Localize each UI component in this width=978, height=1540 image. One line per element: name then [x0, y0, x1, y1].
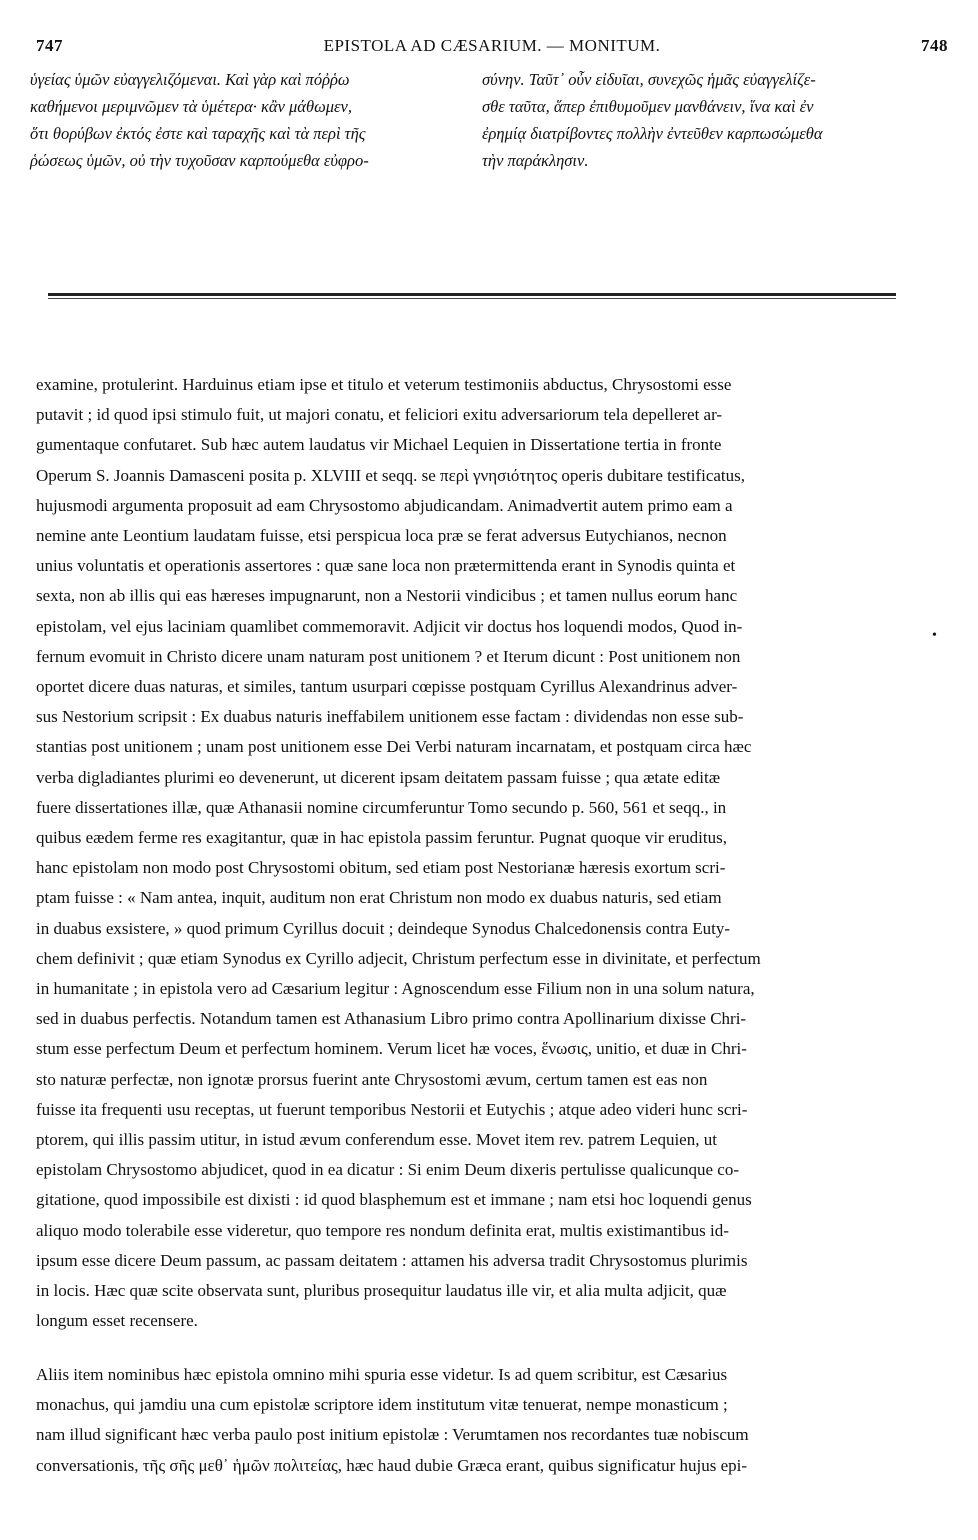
text-line: ipsum esse dicere Deum passum, ac passam deitatem : attamen his adversa tradit Chrysostomus plurimis — [36, 1250, 748, 1270]
section-divider-thin — [48, 298, 896, 299]
text-line: unius voluntatis et operationis assertores : quæ sane loca non prætermittenda erant in Synodis quinta et — [36, 556, 736, 576]
text-line: nam illud significant hæc verba paulo post initium epistolæ : Verumtamen nos recordantes tuæ nobiscum — [36, 1425, 749, 1445]
text-line: gitatione, quod impossibile est dixisti : id quod blasphemum est et immane ; nam etsi hoc loquendi genus — [36, 1190, 752, 1210]
greek-line: ὑγείας ὑμῶν εὐαγγελιζόμεναι. Καὶ γὰρ καὶ πόῤῥω — [30, 70, 350, 89]
text-line: Operum S. Joannis Damasceni posita p. XLVIII et seqq. se περὶ γνησιότητος operis dubitare testificatus, — [36, 465, 746, 485]
text-line: Aliis item nominibus hæc epistola omnino mihi spuria esse videtur. Is ad quem scribitur, est Cæsarius — [36, 1365, 728, 1384]
text-line: hujusmodi argumenta proposuit ad eam Chrysostomo abjudicandam. Animadvertit autem primo eam a — [36, 495, 733, 515]
text-line: hanc epistolam non modo post Chrysostomi obitum, sed etiam post Nestorianæ hæresis exortum scri- — [36, 858, 726, 878]
greek-line: ῥώσεως ὑμῶν, οὐ τὴν τυχοῦσαν καρπούμεθα εὐφρο- — [30, 151, 369, 170]
text-line: sed in duabus perfectis. Notandum tamen est Athanasium Libro primo contra Apollinarium dixisse Chri- — [36, 1009, 747, 1029]
text-line: sto naturæ perfectæ, non ignotæ prorsus fuerint ante Chrysostomi ævum, certum tamen est eas non — [36, 1069, 708, 1089]
text-line: fernum evomuit in Christo dicere unam naturam post unitionem ? et Iterum dicunt : Post unitionem non — [36, 646, 741, 666]
text-line: examine, protulerint. Harduinus etiam ipse et titulo et veterum testimoniis abductus, Chrysostomi esse — [36, 375, 732, 394]
text-line: gumentaque confutaret. Sub hæc autem laudatus vir Michael Lequien in Dissertatione tertia in fronte — [36, 435, 722, 455]
greek-line: σθε ταῦτα, ἅπερ ἐπιθυμοῦμεν μανθάνειν, ἵνα καὶ ἐν — [482, 97, 814, 116]
text-line: ptorem, qui illis passim utitur, in istud ævum conferendum esse. Movet item rev. patrem Lequien, ut — [36, 1130, 717, 1150]
greek-text-columns — [30, 66, 950, 176]
greek-line: τὴν παράκλησιν. — [482, 151, 589, 170]
greek-line: ὅτι θορύβων ἐκτός ἐστε καὶ ταραχῆς καὶ τὰ περὶ τῆς — [30, 124, 366, 143]
greek-column-right — [482, 66, 922, 174]
running-title: EPISTOLA AD CÆSARIUM. — MONITUM. — [323, 36, 661, 55]
page-number-left: 747 — [36, 36, 63, 55]
latin-monitum-paragraph — [36, 370, 898, 1337]
text-line: epistolam Chrysostomo abjudicet, quod in ea dicatur : Si enim Deum dixeris pertulisse qualicunque co- — [36, 1160, 739, 1180]
greek-column-left — [30, 66, 470, 174]
text-line: conversationis, τῆς σῆς μεθ᾽ ἡμῶν πολιτείας, hæc haud dubie Græca erant, quibus significatur hujus epi- — [36, 1455, 748, 1475]
text-line: ptam fuisse : « Nam antea, inquit, auditum non erat Christum non modo ex duabus naturis, sed etiam — [36, 888, 722, 908]
text-line: in locis. Hæc quæ scite observata sunt, pluribus prosequitur laudatus ille vir, et alia multa adjicit, quæ — [36, 1281, 727, 1301]
text-line: aliquo modo tolerabile esse videretur, quo tempore res nondum definita erat, multis existimantibus id- — [36, 1220, 729, 1240]
text-line: oportet dicere duas naturas, et similes, tantum usurpari cœpisse postquam Cyrillus Alexandrinus adver- — [36, 677, 738, 697]
text-line: stantias post unitionem ; unam post unitionem esse Dei Verbi naturam incarnatam, et postquam circa hæc — [36, 737, 752, 757]
text-line: nemine ante Leontium laudatam fuisse, etsi perspicua loca præ se ferat adversus Eutychianos, necnon — [36, 526, 727, 546]
text-line: longum esset recensere. — [36, 1311, 198, 1331]
text-line: putavit ; id quod ipsi stimulo fuit, ut majori conatu, et feliciori exitu adversariorum tela depelleret ar- — [36, 405, 723, 425]
page-number-right: 748 — [921, 36, 948, 55]
text-line: fuisse ita frequenti usu receptas, ut fuerunt temporibus Nestorii et Eutychis ; atque adeo videri hunc scri- — [36, 1099, 748, 1119]
text-line: epistolam, vel ejus laciniam quamlibet commemoravit. Adjicit vir doctus hos loquendi modos, Quod in- — [36, 616, 743, 636]
text-line: fuere dissertationes illæ, quæ Athanasii nomine circumferuntur Tomo secundo p. 560, 561 et seqq., in — [36, 797, 727, 817]
greek-line: σύνην. Ταῦτ᾽ οὖν εἰδυῖαι, συνεχῶς ἡμᾶς εὐαγγελίζε- — [482, 70, 816, 89]
text-line: stum esse perfectum Deum et perfectum hominem. Verum licet hæ voces, ἕνωσις, unitio, et duæ in Chri- — [36, 1039, 747, 1059]
greek-line: καθήμενοι μεριμνῶμεν τὰ ὑμέτερα· κἂν μάθωμεν, — [30, 97, 352, 116]
margin-mark: • — [932, 628, 937, 643]
text-line: in duabus exsistere, » quod primum Cyrillus docuit ; deindeque Synodus Chalcedonensis contra Euty- — [36, 918, 731, 938]
text-line: quibus eædem ferme res exagitantur, quæ in hac epistola passim feruntur. Pugnat quoque vir eruditus, — [36, 828, 727, 848]
text-line: monachus, qui jamdiu una cum epistolæ scriptore idem institutum vitæ tenuerat, nempe monasticum ; — [36, 1395, 728, 1415]
greek-line: ἐρημίᾳ διατρίβοντες πολλὴν ἐντεῦθεν καρπωσώμεθα — [482, 124, 823, 143]
running-header — [36, 36, 948, 60]
text-line: sus Nestorium scripsit : Ex duabus naturis ineffabilem unitionem esse factam : dividendas non esse sub- — [36, 707, 744, 727]
text-line: in humanitate ; in epistola vero ad Cæsarium legitur : Agnoscendum esse Filium non in una solum natura, — [36, 979, 755, 999]
text-line: sexta, non ab illis qui eas hæreses impugnarunt, non a Nestorii vindicibus ; et tamen nullus eorum hanc — [36, 586, 738, 606]
latin-second-paragraph — [36, 1360, 898, 1481]
text-line: chem definivit ; quæ etiam Synodus ex Cyrillo adjecit, Christum perfectum esse in divinitate, et perfectum — [36, 948, 761, 968]
text-line: verba digladiantes plurimi eo devenerunt, ut dicerent ipsam deitatem passam fuisse ; qua ætate editæ — [36, 767, 721, 787]
section-divider — [48, 293, 896, 296]
